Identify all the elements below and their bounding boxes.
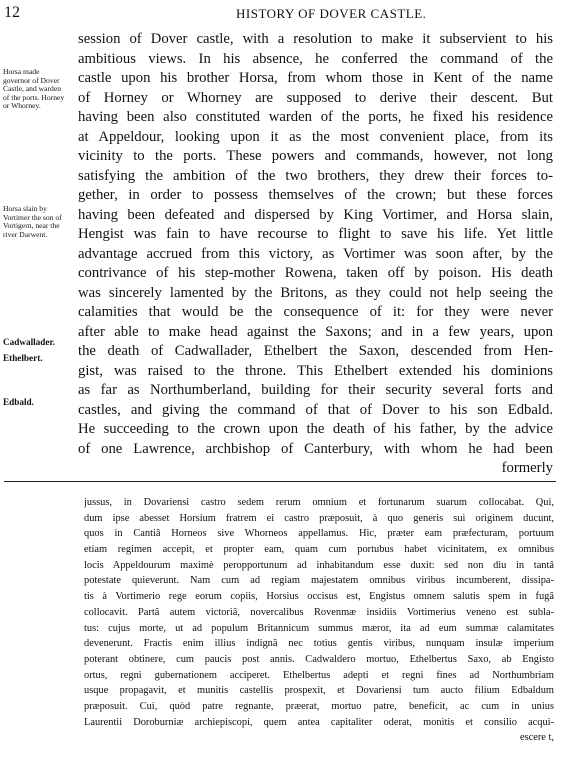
body-line: as far as Northumberland, building for their security several forts and xyxy=(78,382,553,398)
margin-note-edbald: Edbald. xyxy=(3,397,34,407)
footnote-line: dum ipse abesset Horsium fratrem ei castro præposuit, à quo generis sui originem ducunt, xyxy=(84,512,554,524)
body-line: at Appeldour, looking upon it as the most convenient place, from its xyxy=(78,128,553,145)
body-line: calamities that would be the consequence of it: for they were never xyxy=(78,304,553,320)
main-text xyxy=(78,30,553,479)
body-line: He succeeding to the crown upon the death of his father, by the advice xyxy=(78,421,553,437)
body-line: vicinity to the ports. These powers and commands, however, not long xyxy=(78,148,553,164)
footnote-line: devenerunt. Fractis enim illius indignâ nec totius gentis viribus, nunquam insulæ imperium xyxy=(84,638,554,650)
footnote-line: præposuit. Cui, quòd patre regnante, præerat, mortuo patre, beneficit, ac cum in unius xyxy=(84,700,554,712)
body-line: advantage accrued from this victory, as Vortimer was soon after, by the xyxy=(78,245,553,262)
margin-note-horsa-governor: Horsa made governor of Dover Castle, and warden of the ports. Horney or Whorney. xyxy=(3,67,65,111)
footnote-line: quos in Cantiâ Horneos sive Whorneos appellamus. Hic, præter eam præfecturam, portuum xyxy=(84,528,554,540)
footnote-line: collocavit. Partâ autem victoriâ, novercalibus Rovenmæ insidiis Vortimerius veneno est subla- xyxy=(84,606,554,618)
body-line: having been defeated and dispersed by King Vortimer, and Horsa slain, xyxy=(78,206,553,223)
body-line: after able to make head against the Saxons; and in a few years, upon xyxy=(78,323,553,340)
catchword: formerly xyxy=(501,460,553,476)
body-line: gist, was raised to the throne. This Ethelbert extended his dominions xyxy=(78,362,553,379)
body-line: of Horney or Whorney are supposed to derive their descent. But xyxy=(78,89,553,106)
margin-note-horsa-slain: Horsa slain by Vortimer the son of Vortigern, near the river Darwent. xyxy=(3,204,62,239)
body-line: of one Lawrence, archbishop of Canterbury, with whom he had been xyxy=(78,440,553,457)
footnote-block xyxy=(84,495,554,746)
body-line: session of Dover castle, with a resolution to make it subservient to his xyxy=(78,31,553,47)
body-line: gether, in order to possess themselves of the crown; but these forces xyxy=(78,187,553,203)
footnote-line: potestate quieverunt. Nam cum ad regiam majestatem omnibus viribus incumberent, dissipa- xyxy=(84,575,554,587)
footnote-divider xyxy=(4,481,556,482)
page-header xyxy=(0,2,562,24)
body-line: satisfying the ambition of the two brothers, they drew their forces to- xyxy=(78,167,553,184)
body-line: having been also constituted warden of the ports, he fixed his residence xyxy=(78,109,553,125)
body-line: Hengist was fain to have recourse to flight to save his life. Yet little xyxy=(78,226,553,242)
margin-note-cadwallader: Cadwallader. xyxy=(3,337,55,347)
footnote-line: ortus, regni gubernationem acciperet. Ethelbertus adepti et regni fines ad Northumbriam xyxy=(84,669,554,681)
footnote-catchword: escere t, xyxy=(519,732,554,744)
margin-note-ethelbert: Ethelbert. xyxy=(3,353,43,363)
footnote-line: poterant obtinere, cum paucis post annis. Cadwaldero mortuo, Ethelbertus Saxo, ab Engisto xyxy=(84,653,554,665)
body-line: contrivance of his step-mother Rowena, taken off by poison. His death xyxy=(78,265,553,281)
footnote-line: usque propagavit, et munitis castellis prospexit, et Dovariensi tum aucto filium Edbaldum xyxy=(84,685,554,697)
body-line: castle upon his brother Horsa, from whom those in Kent of the name xyxy=(78,70,553,86)
body-line: castles, and giving the command of that of Dover to his son Edbald. xyxy=(78,401,553,418)
running-title: HISTORY OF DOVER CASTLE. xyxy=(236,6,427,21)
footnote-line: jussus, in Dovariensi castro sedem rerum omnium et fortunarum suarum collocabat. Qui, xyxy=(84,497,554,508)
body-line: the death of Cadwallader, Ethelbert the Saxon, descended from Hen- xyxy=(78,343,553,359)
page-number: 12 xyxy=(4,4,20,21)
footnote-line: tis à Vortimerio rege eorum copiis, Horsius occisus est, Engistus omnem salutis spem in fugâ xyxy=(84,591,554,603)
body-line: was sincerely lamented by the Britons, as they could not help seeing the xyxy=(78,284,553,301)
footnote-line: locis Appeldourum maximè peropportunum ad inhabitandum esse duxit: sed non diu in tantâ xyxy=(84,559,554,571)
body-line: ambitious views. In his absence, he conferred the command of the xyxy=(78,50,553,67)
footnote-line: etiam regimen accepit, et propter eam, quam cum portubus habet vicinitatem, ex omnibus xyxy=(84,544,554,556)
footnote-line: tus: cujus morte, ut ad populum Britannicum summus mæror, ita ad eum summæ calamitates xyxy=(84,622,554,634)
footnote-line: Laurentii Doroburniæ archiepiscopi, quem antea capitaliter oderat, monitis et consilio acqui- xyxy=(84,716,554,728)
